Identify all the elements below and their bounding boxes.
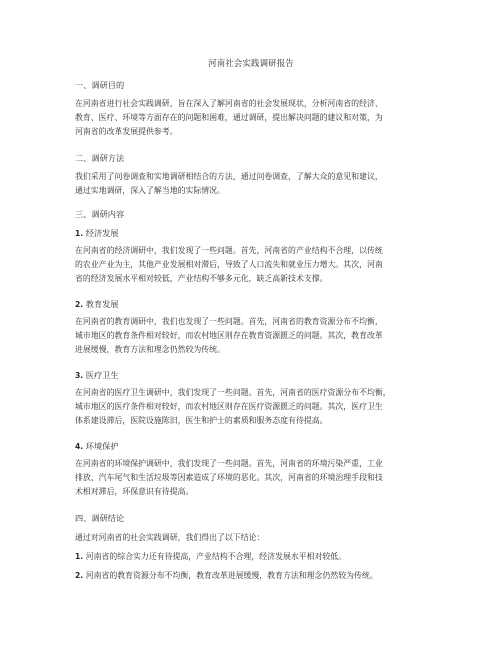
paragraph-line: 河南省的改革发展提供参考。 [75, 127, 178, 136]
document-title: 河南社会实践调研报告 [208, 58, 294, 68]
subsection-label: 医疗卫生 [85, 370, 119, 380]
section-paragraph-method [75, 170, 431, 198]
section-paragraph-purpose [75, 97, 431, 139]
paragraph-line: 在河南省进行社会实践调研，旨在深入了解河南省的社会发展现状，分析河南省的经济、 [75, 99, 383, 108]
conclusion-item [75, 570, 378, 581]
paragraph-line: 在河南省的环境保护调研中，我们发现了一些问题。首先，河南省的环境污染严重，工业 [75, 459, 383, 468]
paragraph-line: 城市地区的医疗条件相对较好，而农村地区则存在医疗资源匮乏的问题。其次，医疗卫生 [75, 402, 383, 411]
subsection-heading-education [75, 299, 119, 310]
subsection-paragraph-economy [75, 244, 431, 286]
paragraph-line: 在河南省的医疗卫生调研中，我们发现了一些问题。首先，河南省的医疗资源分布不均衡， [75, 388, 391, 397]
section-heading-content: 三、调研内容 [75, 209, 125, 219]
paragraph-line: 排放、汽车尾气和生活垃圾等因素造成了环境的恶化。其次，河南省的环境治理手段和技 [75, 473, 383, 482]
subsection-label: 经济发展 [85, 228, 119, 238]
section-heading-purpose: 一、调研目的 [75, 80, 125, 90]
paragraph-line: 进展缓慢，教育方法和理念仍然较为传统。 [75, 345, 225, 354]
conclusion-item-text: 河南省的教育资源分布不均衡，教育改革进展缓慢，教育方法和理念仍然较为传统。 [85, 571, 378, 580]
paragraph-line: 在河南省的经济调研中，我们发现了一些问题。首先，河南省的产业结构不合理，以传统 [75, 246, 383, 255]
paragraph-line: 省的经济发展水平相对较低，产业结构不够多元化，缺乏高新技术支撑。 [75, 274, 328, 283]
paragraph-line: 的农业产业为主，其他产业发展相对滞后，导致了人口流失和就业压力增大。其次，河南 [75, 260, 383, 269]
subsection-heading-environment [75, 441, 119, 452]
subsection-heading-healthcare [75, 370, 119, 381]
subsection-number: 1. [75, 229, 84, 238]
subsection-label: 教育发展 [85, 299, 119, 309]
subsection-label: 环境保护 [85, 441, 119, 451]
section-heading-conclusion: 四、调研结论 [75, 513, 125, 523]
paragraph-line: 通过实地调研，深入了解当地的实际情况。 [75, 186, 225, 195]
conclusion-item-text: 河南省的综合实力还有待提高，产业结构不合理，经济发展水平相对较低。 [85, 552, 347, 561]
subsection-paragraph-education [75, 315, 431, 357]
subsection-number: 2. [75, 300, 84, 309]
subsection-paragraph-environment [75, 457, 431, 499]
conclusion-intro: 通过对河南省的社会实践调研，我们得出了以下结论： [75, 533, 265, 542]
paragraph-line: 在河南省的教育调研中，我们也发现了一些问题。首先，河南省的教育资源分布不均衡， [75, 317, 383, 326]
paragraph-line: 我们采用了问卷调查和实地调研相结合的方法，通过问卷调查，了解大众的意见和建议， [75, 172, 383, 181]
paragraph-line: 教育、医疗、环境等方面存在的问题和困难，通过调研，提出解决问题的建议和对策，为 [75, 113, 383, 122]
section-heading-method: 二、调研方法 [75, 153, 125, 163]
paragraph-line: 体系建设滞后，医院设施陈旧，医生和护士的素质和服务态度有待提高。 [75, 416, 328, 425]
subsection-number: 4. [75, 442, 84, 451]
conclusion-item-number: 2. [75, 571, 84, 580]
paragraph-line: 城市地区的教育条件相对较好，而农村地区则存在教育资源匮乏的问题。其次，教育改革 [75, 331, 383, 340]
conclusion-item [75, 551, 346, 562]
subsection-paragraph-healthcare [75, 386, 431, 428]
subsection-number: 3. [75, 371, 84, 380]
subsection-heading-economy [75, 228, 119, 239]
paragraph-line: 术相对滞后，环保意识有待提高。 [75, 487, 194, 496]
conclusion-item-number: 1. [75, 552, 84, 561]
